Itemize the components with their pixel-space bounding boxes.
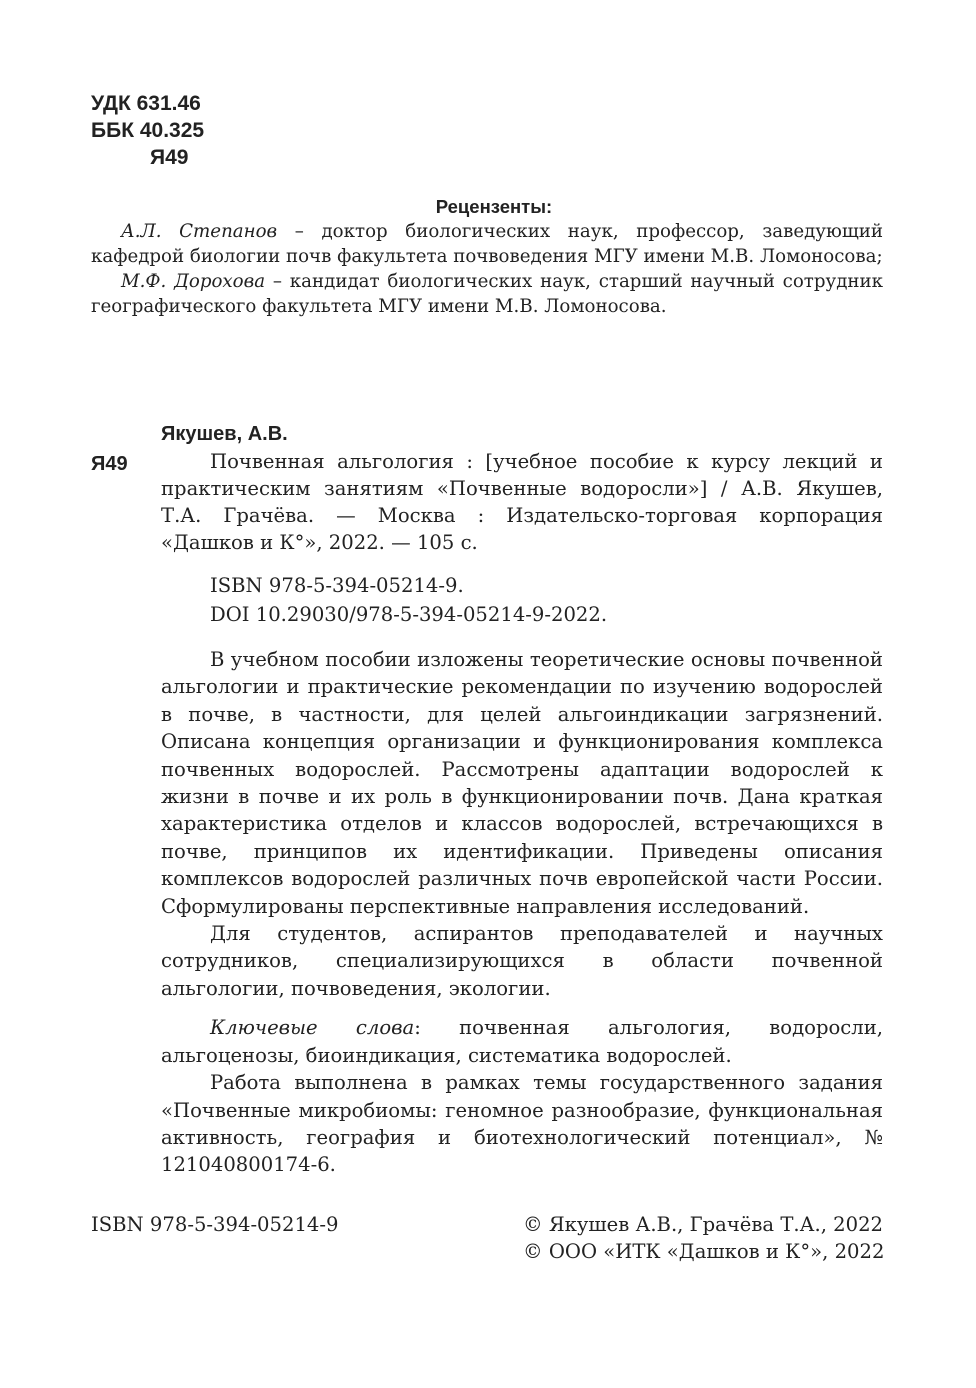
copyright-publisher: © ООО «ИТК «Дашков и К°», 2022 (523, 1240, 885, 1263)
isbn-line: ISBN 978-5-394-05214-9. (210, 574, 464, 597)
annotation-paragraph-1: В учебном пособии изложены теоретические основы почвенной альгологии и практические рекомендации по изучению водорослей в почве, в частности, для целей альгоиндикации загрязнений. Описана концепция организации и функционирования комплекса почвенных водорослей. Рассмотрены адаптации водорослей к жизни в почве и их роль в функционировании почв. Дана краткая характеристика отделов и классов водорослей, встречающихся в почве, принципов их идентификации. Приведены описания комплексов водорослей различных почв европейской части России. Сформулированы перспективные направления исследований. (161, 648, 883, 918)
copyright-block (523, 1211, 884, 1265)
reviewers-title: Рецензенты: (435, 196, 553, 217)
catalog-call-mark: Я49 (91, 453, 128, 475)
keywords-paragraph (161, 1014, 883, 1069)
udk-code: УДК 631.46 (91, 92, 201, 115)
identifiers (210, 571, 607, 629)
annotation (161, 646, 883, 1179)
bbk-code: ББК 40.325 (91, 119, 205, 142)
reviewer-2-text: – кандидат биологических наук, старший научный сотрудник географического факультета МГУ имени М.В. Ломоносова. (91, 271, 884, 317)
copyright-authors: © Якушев А.В., Грачёва Т.А., 2022 (523, 1213, 884, 1236)
bibliographic-description (161, 448, 883, 556)
annotation-paragraph-2: Для студентов, аспирантов преподавателей и научных сотрудников, специализирующихся в области почвенной альгологии, почвоведения, экологии. (161, 922, 883, 1000)
footer-isbn: ISBN 978-5-394-05214-9 (91, 1213, 339, 1236)
doi-line: DOI 10.29030/978-5-394-05214-9-2022. (210, 603, 608, 626)
reviewer-2-name: М.Ф. Дорохова (121, 271, 266, 292)
reviewer-2 (91, 269, 883, 319)
reviewer-1-name: А.Л. Степанов (121, 221, 278, 242)
author-mark: Я49 (150, 146, 189, 169)
keywords-label: Ключевые слова (210, 1016, 415, 1040)
annotation-paragraph-4: Работа выполнена в рамках темы государственного задания «Почвенные микробиомы: геномное разнообразие, функциональная активность, география и биотехнологический потенциал», № 121040800174-6. (161, 1071, 883, 1177)
classification-codes (91, 90, 204, 171)
bibliographic-text: Почвенная альгология : [учебное пособие к курсу лекций и практическим занятиям «Почвенные водоросли»] / А.В. Якушев, Т.А. Грачёва. — Москва : Издательско-торговая корпорация «Дашков и К°», 2022. — 105 с. (161, 450, 883, 554)
keywords-text: : почвенная альгология, водоросли, альгоценозы, биоиндикация, систематика водорослей. (161, 1016, 883, 1067)
reviewer-1 (91, 219, 883, 269)
catalog-author: Якушев, А.В. (161, 423, 288, 445)
reviewer-1-text: – доктор биологических наук, профессор, заведующий кафедрой биологии почв факультета почвоведения МГУ имени М.В. Ломоносова; (91, 221, 883, 267)
reviewers-section (91, 194, 883, 319)
